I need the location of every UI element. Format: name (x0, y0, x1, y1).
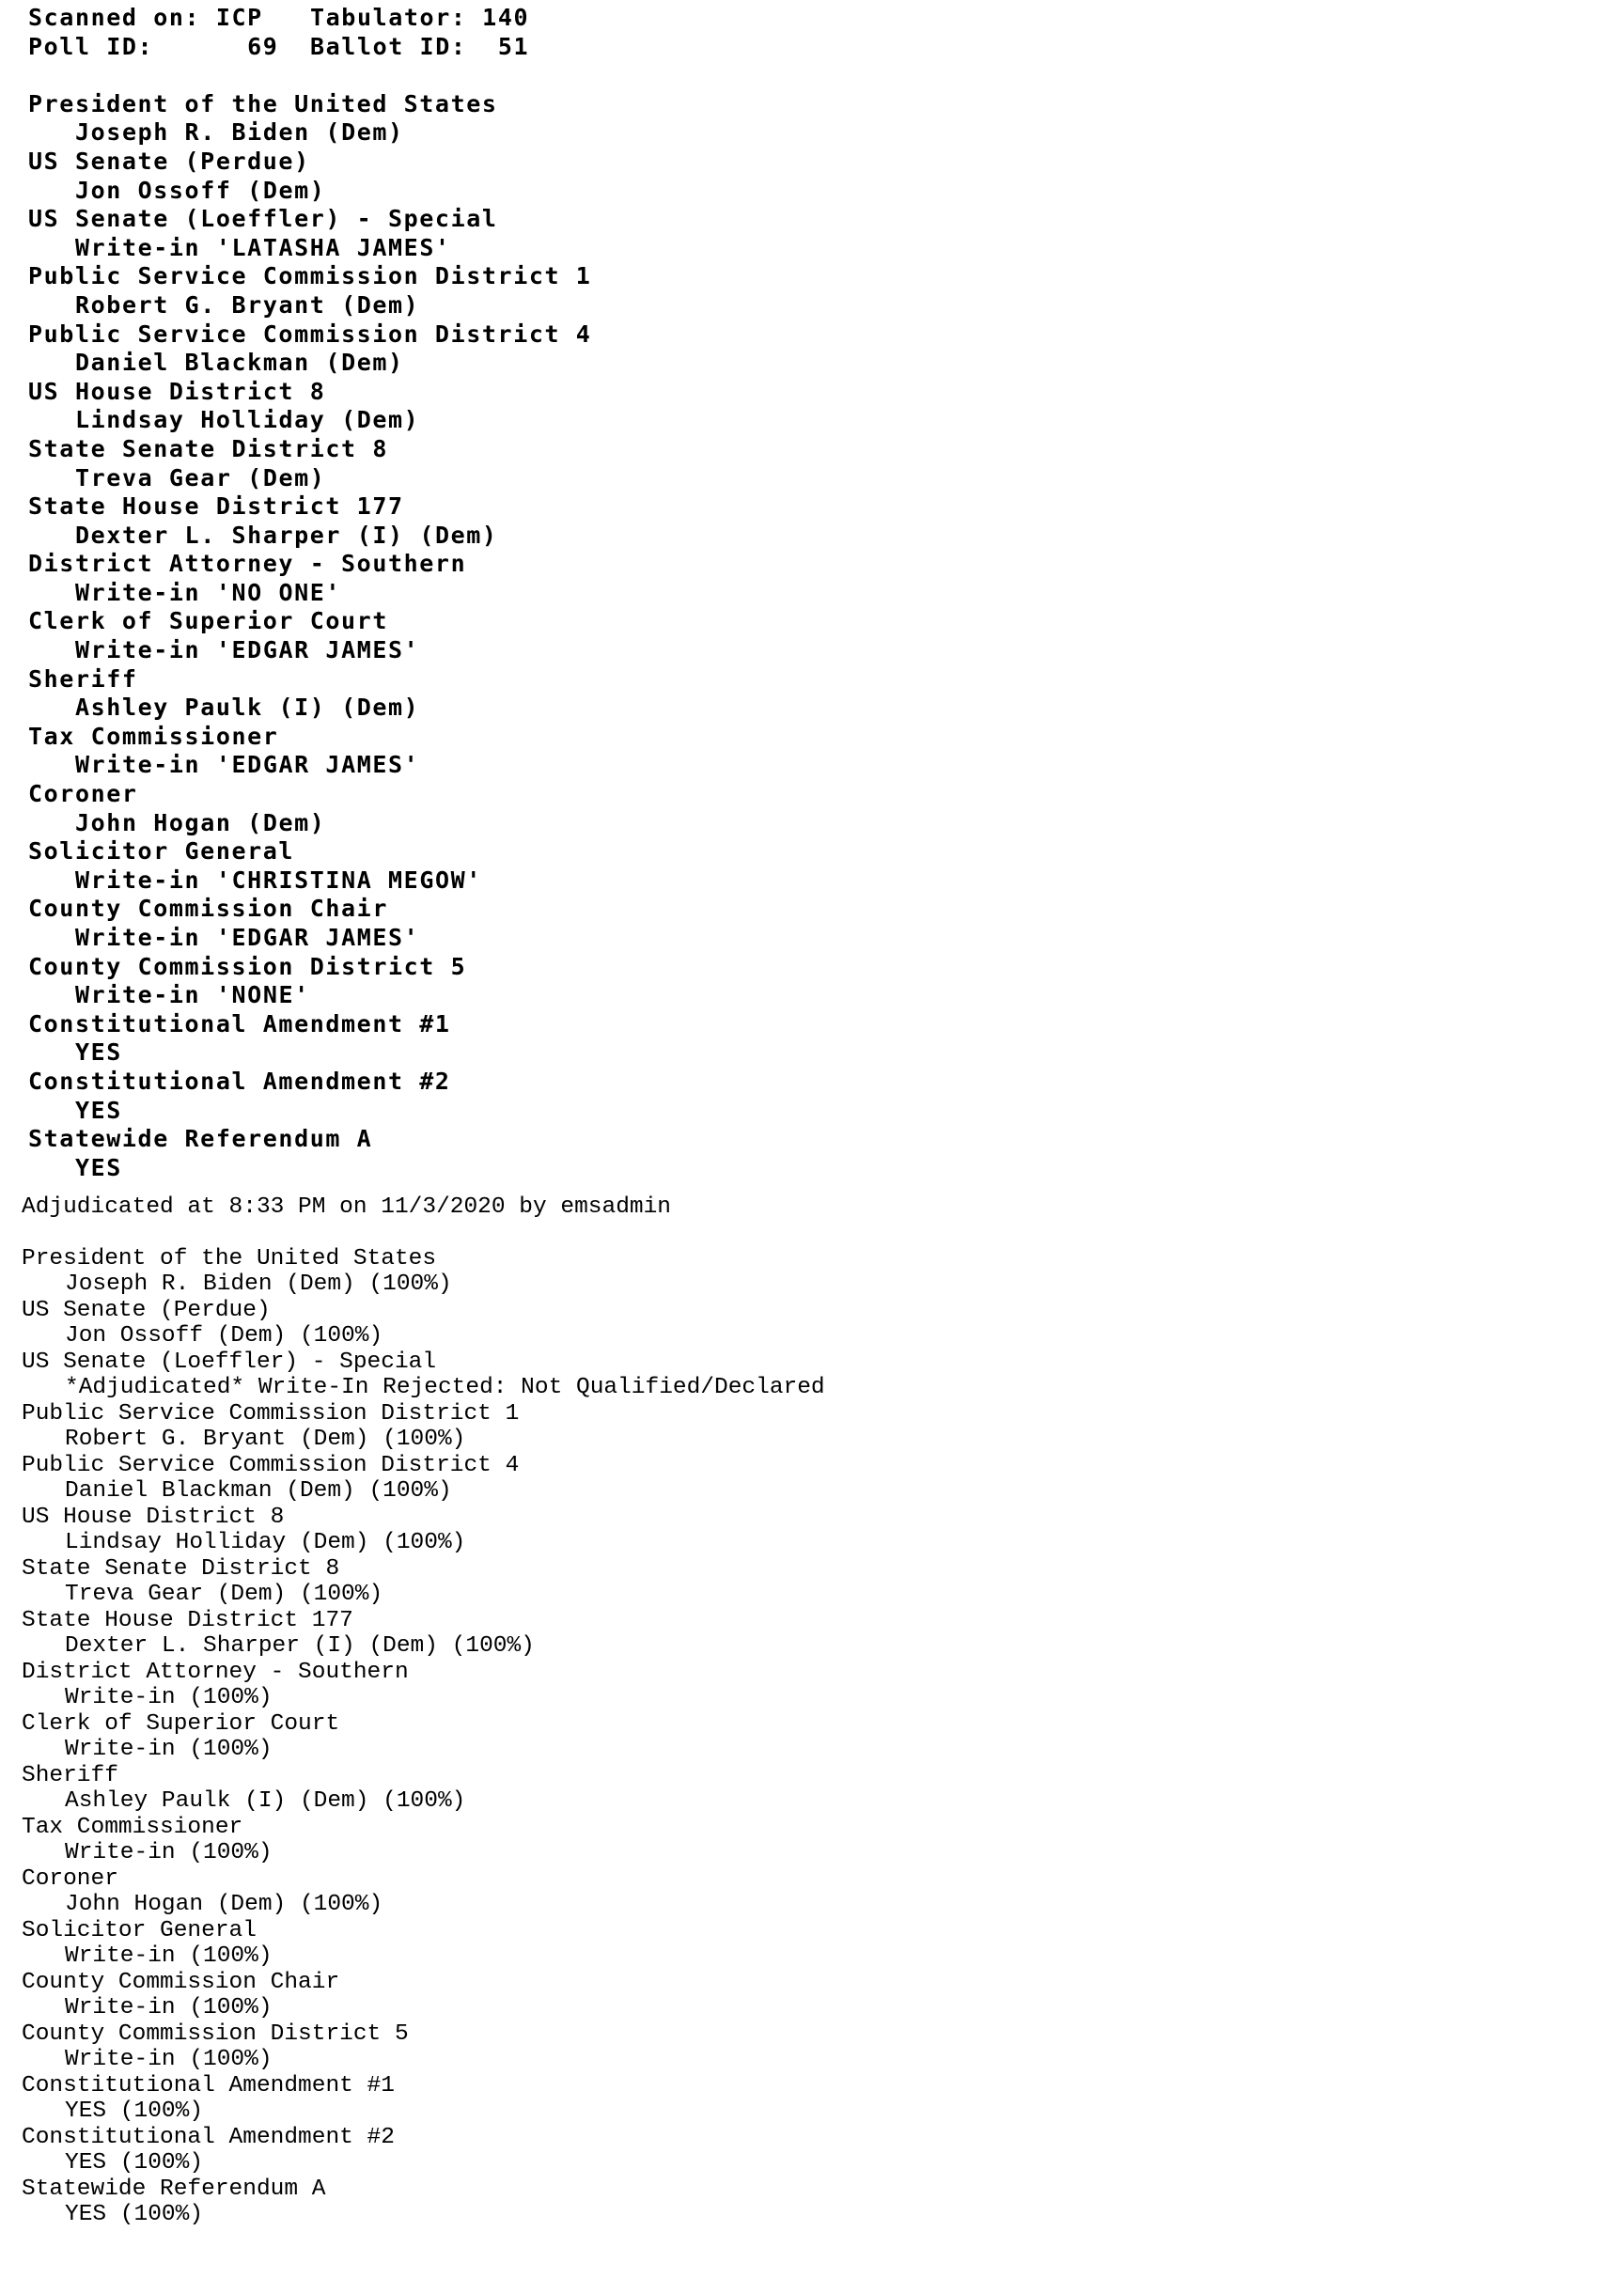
contest-choice: Lindsay Holliday (Dem) (75, 406, 420, 434)
contest-choice: *Adjudicated* Write-In Rejected: Not Qualified/Declared (65, 1375, 825, 1400)
contest-choice: Dexter L. Sharper (I) (Dem) (100%) (65, 1633, 535, 1659)
contest-name: Public Service Commission District 1 (28, 262, 592, 290)
scan-header-row-2 (28, 33, 1062, 62)
contest-name: State House District 177 (28, 492, 404, 521)
contest-choice: Ashley Paulk (I) (Dem) (75, 694, 420, 722)
contest-choice: YES (100%) (65, 2202, 204, 2227)
contest-choice: Write-in (100%) (65, 1737, 273, 1762)
contest-name: Public Service Commission District 4 (28, 320, 592, 348)
contest-choice: Treva Gear (Dem) (75, 463, 326, 491)
contest-choice: YES (100%) (65, 2099, 204, 2124)
contest-choice: Ashley Paulk (I) (Dem) (100%) (65, 1788, 466, 1814)
contest-choice: Write-in 'EDGAR JAMES' (75, 636, 420, 664)
contest-name: Sheriff (22, 1762, 118, 1788)
contest-choice: YES (100%) (65, 2150, 204, 2176)
scanned-on-value: ICP (215, 4, 263, 31)
contest-name: Public Service Commission District 1 (22, 1400, 520, 1427)
contest-choice: Write-in (100%) (65, 1943, 273, 1969)
contest-name: Tax Commissioner (28, 722, 279, 750)
adjudication-title: Adjudicated at 8:33 PM on 11/3/2020 by emsadmin (22, 1194, 672, 1220)
contest-choice: YES (75, 1038, 122, 1067)
contest-choice: Lindsay Holliday (Dem) (100%) (65, 1530, 466, 1555)
tabulator-value: 140 (482, 4, 530, 31)
contest-name: Constitutional Amendment #2 (22, 2124, 395, 2150)
contest-name: District Attorney - Southern (22, 1659, 409, 1685)
contest-choice: John Hogan (Dem) (100%) (65, 1892, 383, 1917)
contest-name: Public Service Commission District 4 (22, 1452, 520, 1478)
contest-name: President of the United States (22, 1245, 437, 1272)
contest-choice: Write-in 'EDGAR JAMES' (75, 924, 420, 951)
contest-choice: Write-in (100%) (65, 1840, 273, 1865)
contest-choice: Jon Ossoff (Dem) (75, 176, 326, 204)
contest-name: Constitutional Amendment #1 (22, 2072, 395, 2099)
ballot-id-value: 51 (497, 32, 530, 60)
contest-name: County Commission District 5 (28, 952, 467, 980)
contest-name: County Commission Chair (28, 895, 388, 923)
contest-choice: Robert G. Bryant (Dem) (75, 290, 420, 319)
contest-name: County Commission District 5 (22, 2021, 409, 2047)
contest-choice: Write-in 'NO ONE' (75, 578, 342, 606)
contest-name: State Senate District 8 (28, 434, 388, 462)
contest-choice: Write-in 'EDGAR JAMES' (75, 751, 420, 779)
contest-name: US House District 8 (22, 1504, 285, 1530)
contest-name: Statewide Referendum A (28, 1125, 373, 1153)
contest-choice: Write-in (100%) (65, 2047, 273, 2072)
contest-choice: Jon Ossoff (Dem) (100%) (65, 1323, 383, 1349)
contest-choice: YES (75, 1096, 122, 1124)
tabulator-label: Tabulator: (310, 4, 467, 31)
contest-name: Coroner (22, 1865, 118, 1892)
contest-name: Sheriff (28, 664, 138, 693)
ballot-id-label: Ballot ID: (310, 32, 467, 60)
contest-choice: Write-in (100%) (65, 1685, 273, 1710)
contest-name: US Senate (Perdue) (28, 147, 310, 175)
contest-choice: Dexter L. Sharper (I) (Dem) (75, 521, 498, 549)
contest-choice: Write-in 'LATASHA JAMES' (75, 233, 451, 261)
scanned-ballot-section (28, 4, 1062, 1182)
contest-choice: Write-in 'NONE' (75, 981, 310, 1009)
adjudication-section (22, 1194, 1149, 2228)
contest-name: Constitutional Amendment #1 (28, 1009, 451, 1038)
scan-header-row-1 (28, 4, 1062, 33)
contest-name: State House District 177 (22, 1607, 353, 1633)
contest-name: State Senate District 8 (22, 1555, 340, 1582)
contest-choice: Daniel Blackman (Dem) (75, 349, 404, 377)
contest-name: Tax Commissioner (22, 1814, 243, 1840)
contest-name: Statewide Referendum A (22, 2176, 326, 2202)
contest-name: County Commission Chair (22, 1969, 340, 1995)
contest-name: US Senate (Perdue) (22, 1297, 271, 1323)
contest-name: Coroner (28, 780, 138, 808)
contest-choice: Robert G. Bryant (Dem) (100%) (65, 1427, 466, 1452)
contest-name: Constitutional Amendment #2 (28, 1067, 451, 1095)
poll-id-value: 69 (247, 32, 279, 60)
contest-name: Clerk of Superior Court (22, 1710, 340, 1737)
scan-contest-list (28, 90, 1062, 1183)
contest-choice: John Hogan (Dem) (75, 808, 326, 836)
contest-choice: Joseph R. Biden (Dem) (100%) (65, 1272, 452, 1297)
contest-name: President of the United States (28, 89, 498, 117)
contest-choice: Joseph R. Biden (Dem) (75, 118, 404, 147)
contest-name: Clerk of Superior Court (28, 607, 388, 635)
contest-name: District Attorney - Southern (28, 550, 467, 578)
contest-choice: YES (75, 1153, 122, 1181)
contest-name: Solicitor General (22, 1917, 257, 1943)
contest-name: Solicitor General (28, 837, 295, 866)
poll-id-label: Poll ID: (28, 32, 154, 60)
contest-choice: Daniel Blackman (Dem) (100%) (65, 1478, 452, 1504)
contest-choice: Write-in 'CHRISTINA MEGOW' (75, 866, 482, 894)
contest-name: US Senate (Loeffler) - Special (22, 1349, 437, 1375)
contest-choice: Treva Gear (Dem) (100%) (65, 1582, 383, 1607)
contest-choice: Write-in (100%) (65, 1995, 273, 2021)
contest-name: US Senate (Loeffler) - Special (28, 205, 498, 233)
contest-name: US House District 8 (28, 377, 326, 405)
adjudication-contest-list (22, 1246, 1149, 2228)
scanned-on-label: Scanned on: (28, 4, 201, 31)
